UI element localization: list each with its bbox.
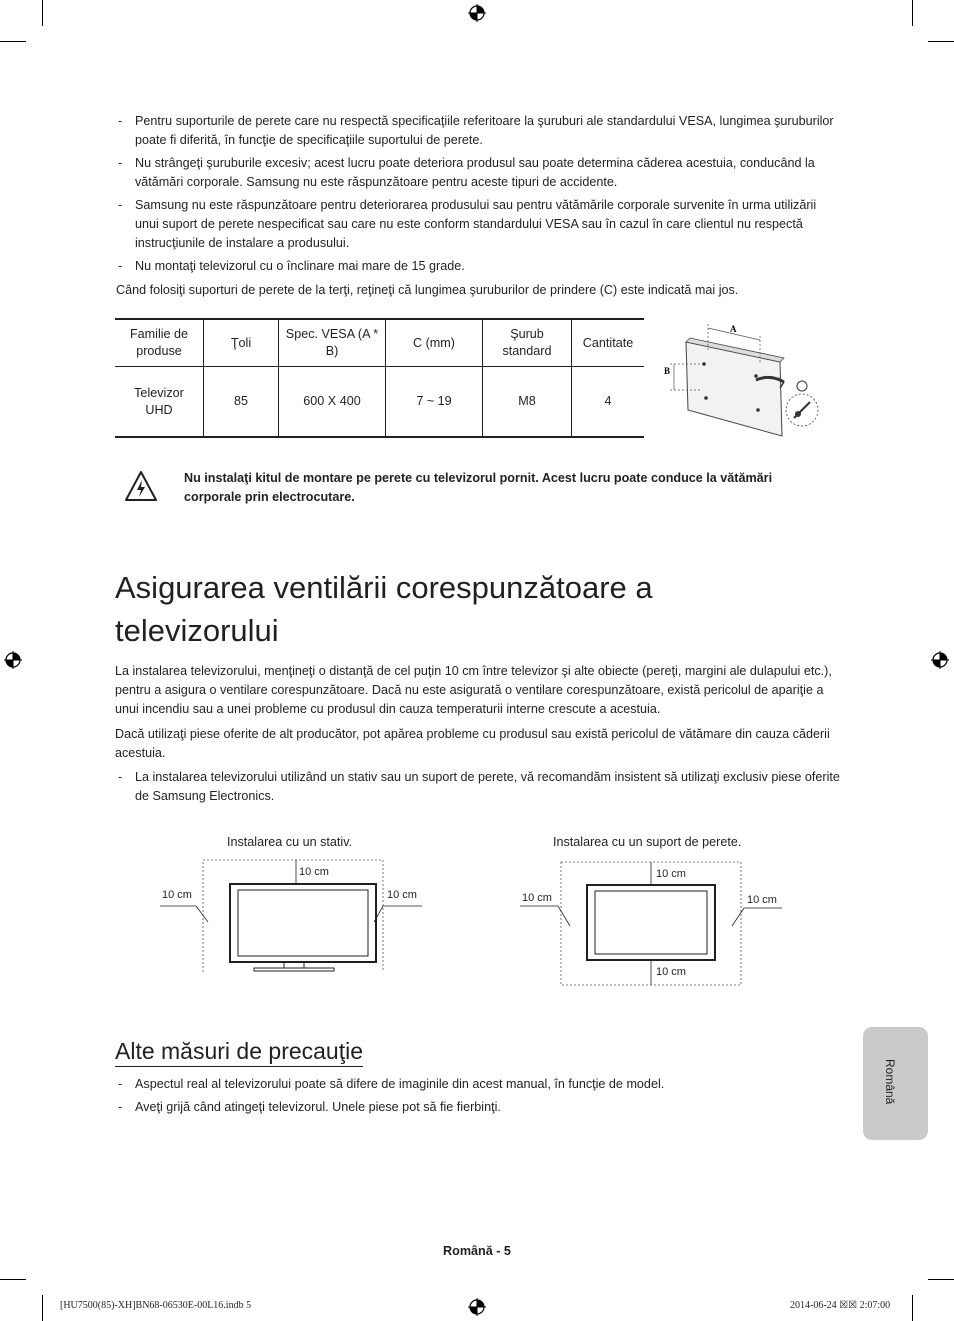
electric-shock-warning-icon [124,470,158,502]
list-item [116,1098,838,1117]
dimension-label-b: B [664,366,671,376]
table-cell: 4 [572,367,645,438]
crop-mark [0,1279,26,1280]
wall-clearance-diagram [520,860,782,988]
crop-mark [912,0,913,26]
paragraph: La instalarea televizorului, menţineţi o distanţă de cel puţin 10 cm între televizor şi alte obiecte (pereţi, margini ale dulapului etc.), pentru a asigura o ventilare corespunzătoare. Dacă nu este asigurată o ventilare corespunzătoare, există pericolul de apariţie a unui incendiu sau a unei probleme cu produsul din cauza temperaturii interne crescute a acestuia. [115,664,832,716]
dimension-top: 10 cm [299,866,329,878]
ventilation-section [115,662,840,806]
caption-wall: Instalarea cu un suport de perete. [553,835,742,849]
dimension-left: 10 cm [162,889,192,901]
bullet-dash: - [118,1100,123,1114]
registration-mark-icon [468,1298,486,1316]
page-title: Asigurarea ventilării corespunzătoare a televizorului [115,570,653,648]
table-cell: 7 ~ 19 [386,367,483,438]
table-cell: 600 X 400 [279,367,386,438]
table-header: Cantitate [572,319,645,367]
crop-mark [912,1295,913,1321]
registration-mark-icon [468,4,486,22]
screw-spec-table [115,318,644,438]
table-cell: M8 [483,367,572,438]
list-item [115,768,840,806]
list-item-text: La instalarea televizorului utilizând un stativ sau un suport de perete, vă recomandăm insistent să utilizaţi exclusiv piese oferite de Samsung Electronics. [135,770,840,803]
table-header: Ţoli [204,319,279,367]
stand-clearance-diagram [160,856,430,976]
registration-mark-icon [4,651,22,669]
bullet-dash: - [118,1077,123,1091]
wall-mount-diagram [660,318,830,440]
dimension-right: 10 cm [387,889,417,901]
section-heading: Alte măsuri de precauţie [115,1036,363,1067]
crop-mark [928,41,954,42]
registration-mark-icon [931,651,949,669]
list-item: - Nu montaţi televizorul cu o înclinare mai mare de 15 grade. [116,257,838,276]
footer-file-info: [HU7500(85)-XH]BN68-06530E-00L16.indb 5 [60,1300,252,1311]
precaution-list [116,1075,838,1117]
crop-mark [42,1295,43,1321]
list-item: - Samsung nu este răspunzătoare pentru deteriorarea produsului sau pentru vătămările corporale survenite în urma utilizării unui suport de perete nespecificat sau care nu este conform standardului VESA sau în cazul în care clientul nu respectă instrucţiunile de instalare a produsului. [116,196,838,253]
page-number: Română - 5 [443,1244,511,1258]
table-header: Familie de produse [115,319,204,367]
table-row [115,367,644,438]
dimension-bottom: 10 cm [656,966,686,978]
dimension-label-a: A [730,324,737,334]
crop-mark [42,0,43,26]
table-header: Şurub standard [483,319,572,367]
paragraph: Dacă utilizaţi piese oferite de alt producător, pot apărea probleme cu produsul sau există pericolul de vătămare din cauza căderii acestuia. [115,727,830,760]
list-item: - Pentru suporturile de perete care nu respectă specificaţiile referitoare la şuruburi ale standardului VESA, lungimea şuruburilor poate fi diferită, în funcţie de specificaţiile suportului de perete. [116,112,838,150]
crop-mark [0,41,26,42]
table-cell: 85 [204,367,279,438]
footer-timestamp: 2014-06-24 ☒☒ 2:07:00 [790,1300,891,1311]
table-intro: Când folosiţi suporturi de perete de la terţi, reţineţi că lungimea şuruburilor de prindere (C) este indicată mai jos. [116,283,739,297]
dimension-top: 10 cm [656,868,686,880]
list-item: - Nu strângeţi şuruburile excesiv; acest lucru poate deteriora produsul sau poate determina căderea acestuia, conducând la vătămări corporale. Samsung nu este răspunzătoare pentru aceste tipuri de accidente. [116,154,838,192]
table-cell: Televizor UHD [115,367,204,438]
wall-mount-notes [116,112,838,300]
crop-mark [928,1279,954,1280]
caption-stand: Instalarea cu un stativ. [227,835,353,849]
list-item-text: Aspectul real al televizorului poate să difere de imaginile din acest manual, în funcţie de model. [135,1077,665,1091]
list-item [116,1075,838,1094]
bullet-dash: - [118,770,123,784]
language-tab-label: Română [883,1059,897,1105]
warning-text: Nu instalaţi kitul de montare pe perete cu televizorul pornit. Acest lucru poate conduce la vătămări corporale prin electrocutare. [184,471,773,504]
list-item-text: Aveţi grijă când atingeţi televizorul. Unele piese pot să fie fierbinţi. [135,1100,501,1114]
table-header: C (mm) [386,319,483,367]
dimension-right: 10 cm [747,894,777,906]
dimension-left: 10 cm [522,892,552,904]
table-header: Spec. VESA (A * B) [279,319,386,367]
